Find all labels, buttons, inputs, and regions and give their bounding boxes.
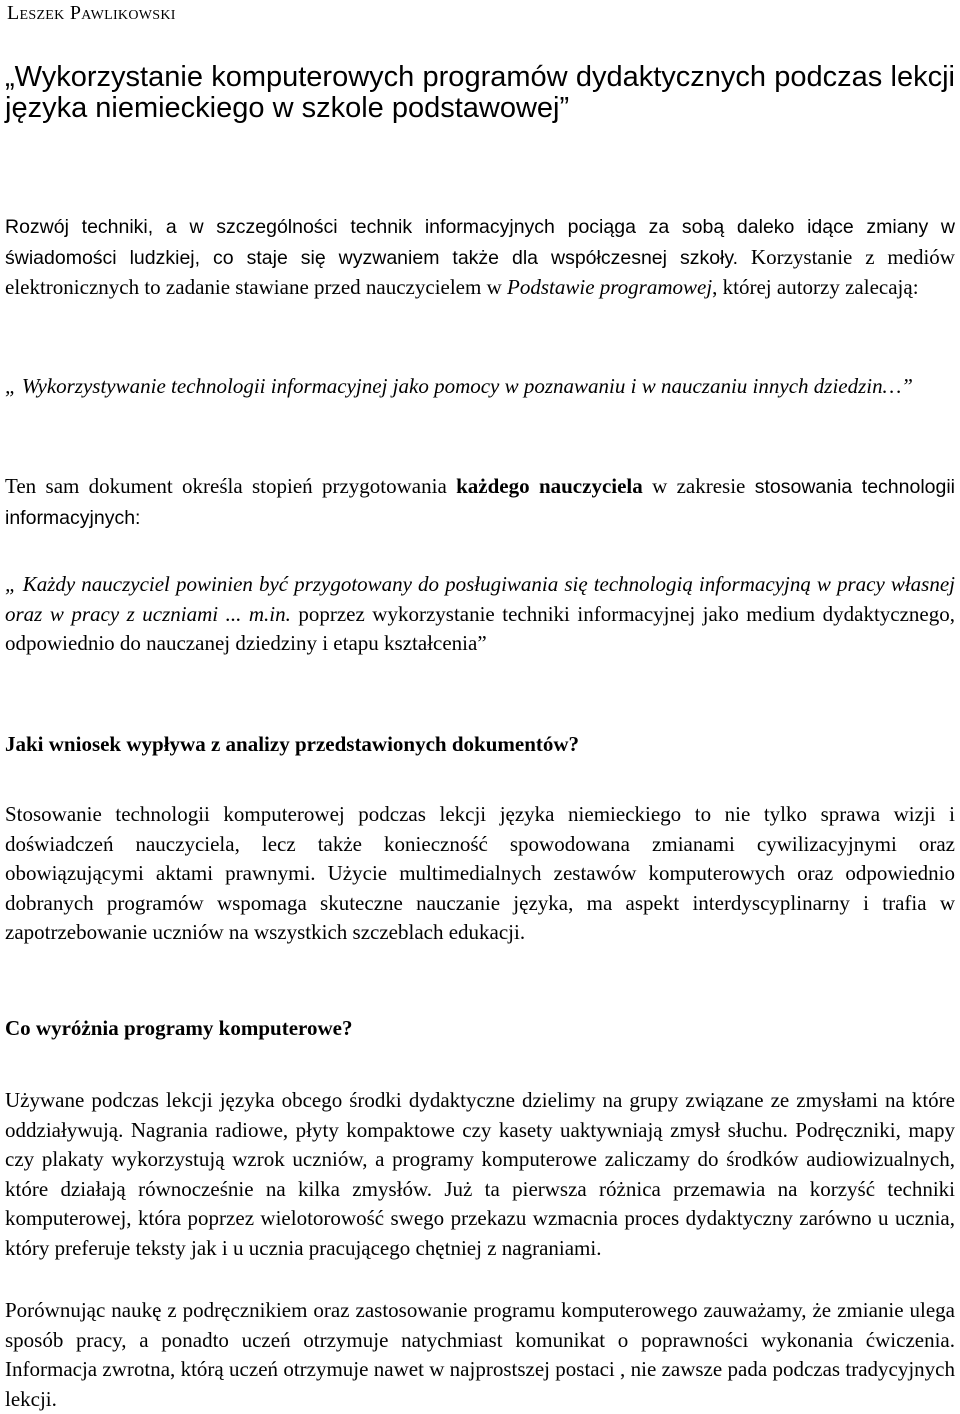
author-name: Leszek Pawlikowski: [7, 2, 176, 24]
intro-text-italic: Podstawie programowej: [507, 275, 713, 299]
quote2-rest: poprzez wykorzystanie techniki informacyjnej jako medium dydaktycznego, odpowiednio do nauczanej dziedziny i etapu kształcenia”: [5, 601, 955, 655]
intro-text-part4: , której autorzy zalecają:: [712, 275, 919, 299]
para2-part4: stosowania technologii informacyjnych:: [5, 476, 956, 529]
intro-text-part1: Rozwój techniki, a w szczególności technik informacyjnych pociąga za sobą daleko idące zmiany w świadomości ludzkiej, co staje się wyzwaniem także dla współczesnej szkoły.: [5, 216, 955, 269]
para2-bold: każdego nauczyciela: [456, 474, 643, 498]
quote-one: „ Wykorzystywanie technologii informacyjnej jako pomocy w poznawaniu i w nauczaniu innych dziedzin…”: [5, 374, 913, 398]
third-paragraph: Stosowanie technologii komputerowej podczas lekcji języka niemieckiego to nie tylko sprawa wizji i doświadczeń nauczyciela, lecz także konieczność spowodowana zmianami cywilizacyjnymi oraz obowiązującymi aktami prawnymi. Użycie multimedialnych zestawów komputerowych oraz odpowiednio dobranych programów wspomaga skuteczne nauczanie języka, ma aspekt interdyscyplinarny i trafia w zapotrzebowanie uczniów na wszystkich szczeblach edukacji.: [5, 802, 955, 944]
second-paragraph: [5, 472, 955, 533]
quote-two: [5, 570, 955, 659]
quote2-italic: „ Każdy nauczyciel powinien być przygotowany do posługiwania się technologią informacyjną w pracy własnej oraz w pracy z uczniami ... m.in.: [5, 572, 955, 626]
intro-paragraph: [5, 212, 955, 303]
heading-programs: Co wyróżnia programy komputerowe?: [5, 1016, 353, 1040]
para2-part1: Ten sam dokument określa stopień przygotowania: [5, 474, 457, 498]
para2-part3: w zakresie: [642, 474, 755, 498]
intro-text-part2: Korzystanie z mediów elektronicznych to zadanie stawiane przed nauczycielem w: [5, 244, 955, 299]
fifth-paragraph: Porównując naukę z podręcznikiem oraz zastosowanie programu komputerowego zauważamy, że zmianie ulega sposób pracy, a ponadto uczeń otrzymuje natychmiast komunikat o poprawności wykonania ćwiczenia. Informacja zwrotna, którą uczeń otrzymuje nawet w najprostszej postaci , nie zawsze pada podczas tradycyjnych lekcji.: [5, 1298, 955, 1411]
fourth-paragraph: Używane podczas lekcji języka obcego środki dydaktyczne dzielimy na grupy związane ze zmysłami na które oddziaływują. Nagrania radiowe, płyty kompaktowe czy kasety uaktywniają zmysł słuchu. Podręczniki, mapy czy plakaty wykorzystują wzrok uczniów, a programy komputerowe zaliczamy do środków audiowizualnych, które działają równocześnie na kilka zmysłów. Już ta pierwsza różnica przemawia na korzyść techniki komputerowej, która poprzez wielotorowość swego przekazu wzmacnia proces dydaktyczny zarówno u ucznia, który preferuje teksty jak i u ucznia pracującego chętniej z nagraniami.: [5, 1088, 955, 1260]
document-title: „Wykorzystanie komputerowych programów dydaktycznych podczas lekcji języka niemieckiego w szkole podstawowej”: [5, 61, 955, 124]
heading-conclusion: Jaki wniosek wypływa z analizy przedstawionych dokumentów?: [5, 732, 580, 756]
